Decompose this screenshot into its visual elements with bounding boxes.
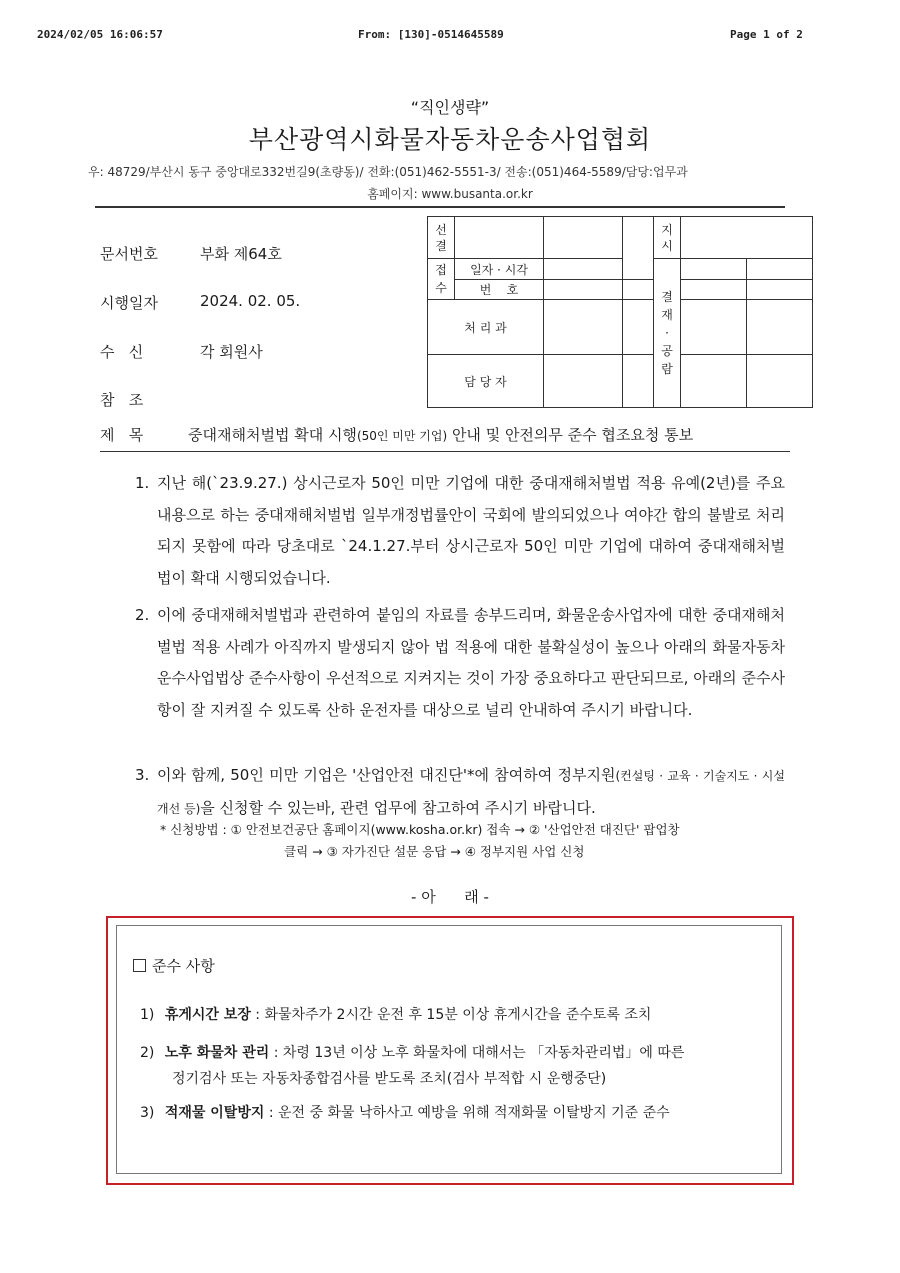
- approval-cell: [747, 355, 813, 408]
- approval-cell: [747, 300, 813, 355]
- subject-line: [100, 424, 790, 446]
- item-text: 화물차주가 2시간 운전 후 15분 이상 휴게시간을 준수토록 조치: [264, 1007, 652, 1023]
- paragraph-text: 이에 중대재해처벌법과 관련하여 붙임의 자료를 송부드리며, 화물운송사업자에 대한 중대재해처벌법 적용 사례가 아직까지 발생되지 않아 법 적용에 대한 불확실성이 높으나 아래의 화물자동차운수사업법상 준수사항이 우선적으로 지켜지는 것이 가장 중요하다고 판단되므로, 아래의 준수사항이 잘 지켜질 수 있도록 산하 운전자를 대상으로 널리 안내하여 주시기 바랍니다.: [157, 606, 785, 719]
- meta-value: 각 회원사: [200, 343, 263, 361]
- seon-gyeol-label: 선 결: [428, 217, 455, 259]
- org-address: 우: 48729/부산시 동구 중앙대로332번길9(초량동)/ 전화:(051)462-5551-3/ 전송:(051)464-5589/담당:업무과: [88, 165, 688, 179]
- subject-label: 제 목: [100, 426, 144, 444]
- paragraph-1: [135, 468, 785, 594]
- compliance-item-3: [140, 1102, 780, 1122]
- meta-value: 2024. 02. 05.: [200, 292, 301, 310]
- approval-cell: [623, 300, 654, 355]
- item-sep: :: [250, 1007, 265, 1023]
- approval-cell: [544, 355, 623, 408]
- p3-text-b: 을 신청할 수 있는바, 관련 업무에 참고하여 주시기 바랍니다.: [200, 798, 596, 817]
- fax-from: From: [130]-0514645589: [358, 28, 504, 41]
- paragraph-text: 지난 해(`23.9.27.) 상시근로자 50인 미만 기업에 대한 중대재해처벌법 적용 유예(2년)를 주요내용으로 하는 중대재해처벌법 일부개정법률안이 국회에 발의되었으나 여야간 합의 불발로 처리되지 못함에 따라 당초대로 `24.1.27.부터 상시근로자 50인 미만 기업에 대하여 중대재해처벌법이 확대 시행되었습니다.: [157, 474, 785, 587]
- compliance-item-2: [140, 1042, 780, 1062]
- checkbox-icon: [133, 959, 146, 972]
- paragraph-2: [135, 600, 785, 726]
- item-number: 2): [140, 1045, 155, 1061]
- meta-date: [100, 292, 420, 312]
- approval-cell: [623, 217, 654, 280]
- item-title: 휴게시간 보장: [164, 1007, 251, 1023]
- meta-label: 참 조: [100, 391, 144, 409]
- item-sep: :: [264, 1105, 278, 1121]
- approval-cell: [455, 217, 544, 259]
- approval-box: [427, 216, 813, 408]
- approval-cell: [623, 280, 654, 300]
- p3-text-small: (컨설팅 · 교육 · 기술지도 · 시설개선 등): [157, 769, 785, 816]
- item-number: 1): [140, 1007, 155, 1023]
- meta-reference: [100, 389, 420, 409]
- meta-doc-number: [100, 243, 420, 263]
- meta-label: 수 신: [100, 343, 144, 361]
- item-sep: :: [269, 1045, 283, 1061]
- number-label: 번 호: [455, 280, 544, 300]
- approval-cell: [544, 280, 623, 300]
- fax-datetime: 2024/02/05 16:06:57: [37, 28, 163, 41]
- item-number: 3): [140, 1105, 155, 1121]
- compliance-heading-text: 준수 사항: [152, 957, 215, 975]
- processing-dept-label: 처 리 과: [428, 300, 544, 355]
- fax-page: Page 1 of 2: [730, 28, 803, 41]
- paragraph-number: 2.: [135, 606, 150, 624]
- item-text: 차령 13년 이상 노후 화물차에 대해서는 「자동차관리법」에 따른: [282, 1045, 685, 1061]
- item-text: 운전 중 화물 낙하사고 예방을 위해 적재화물 이탈방지 기준 준수: [278, 1105, 670, 1121]
- subject-text-b: 안내 및 안전의무 준수 협조요청 통보: [447, 426, 694, 444]
- approval-cell: [681, 300, 747, 355]
- item-title: 노후 화물차 관리: [164, 1045, 270, 1061]
- subject-divider: [100, 451, 790, 452]
- note-line-1: * 신청방법 : ① 안전보건공단 홈페이지(www.kosha.or.kr) 접속 → ② '산업안전 대진단' 팝업창: [160, 822, 680, 837]
- motto: “직인생략”: [410, 98, 490, 117]
- approval-cell: [681, 280, 747, 300]
- approval-cell: [747, 280, 813, 300]
- approval-cell: [544, 217, 623, 259]
- compliance-item-2-continued: 정기검사 또는 자동차종합검사를 받도록 조치(검사 부적합 시 운행중단): [172, 1071, 607, 1087]
- approval-cell: [544, 259, 623, 280]
- p3-text-a: 이와 함께, 50인 미만 기업은 '산업안전 대진단'*에 참여하여 정부지원: [157, 766, 616, 784]
- paragraph-number: 1.: [135, 474, 150, 492]
- note-line-2: 클릭 → ③ 자가진단 설문 응답 → ④ 정부지원 사업 신청: [284, 844, 585, 859]
- subject-text-small: (50인 미만 기업): [356, 429, 448, 443]
- item-title: 적재물 이탈방지: [164, 1105, 265, 1121]
- approval-cell: [681, 259, 747, 280]
- below-heading: - 아 래 -: [411, 888, 489, 906]
- approval-cell: [747, 259, 813, 280]
- compliance-heading: [133, 955, 215, 976]
- compliance-item-1: [140, 1004, 780, 1024]
- meta-label: 시행일자: [100, 294, 158, 312]
- jeopsu-label: 접 수: [428, 259, 455, 300]
- meta-recipient: [100, 341, 420, 361]
- org-homepage: 홈페이지: www.busanta.or.kr: [367, 187, 533, 201]
- header-divider: [95, 206, 785, 208]
- approval-cell: [681, 217, 813, 259]
- subject-text-a: 중대재해처벌법 확대 시행: [188, 426, 357, 444]
- paragraph-3: [135, 760, 785, 825]
- paragraph-text: [157, 760, 785, 825]
- person-in-charge-label: 담 당 자: [428, 355, 544, 408]
- approval-cell: [623, 355, 654, 408]
- date-time-label: 일자 · 시각: [455, 259, 544, 280]
- approval-cell: [681, 355, 747, 408]
- meta-label: 문서번호: [100, 245, 158, 263]
- approval-cell: [544, 300, 623, 355]
- paragraph-number: 3.: [135, 766, 150, 784]
- meta-value: 부화 제64호: [200, 245, 282, 263]
- application-note: [160, 819, 780, 863]
- org-name: 부산광역시화물자동차운송사업협회: [248, 125, 652, 154]
- jisi-label: 지 시: [654, 217, 681, 259]
- gyeoljae-gongram-label: 결 재 · 공 람: [654, 259, 681, 408]
- subject-value: [188, 424, 693, 445]
